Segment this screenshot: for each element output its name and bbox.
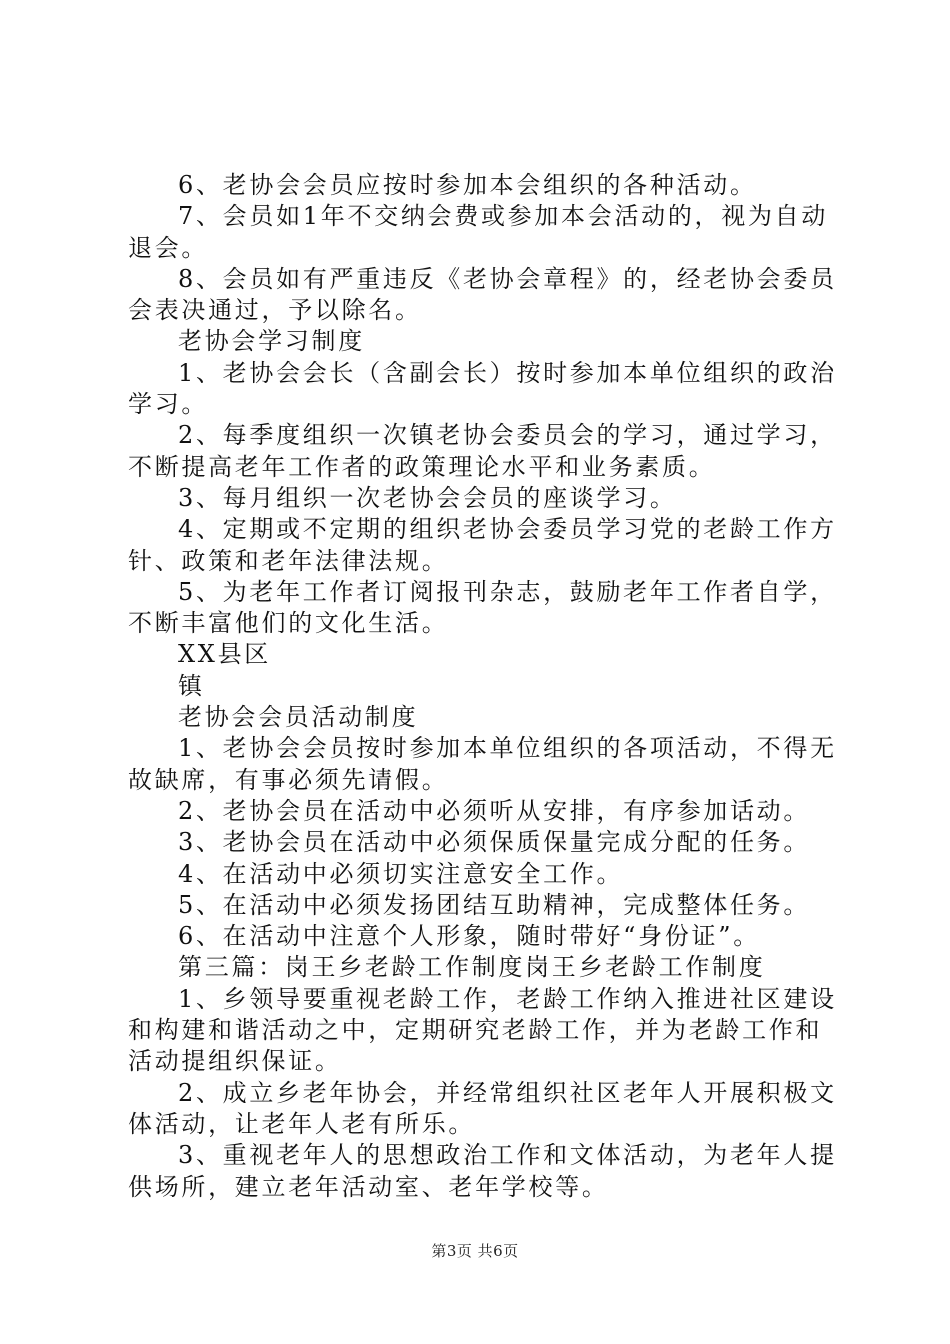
location-line: 镇	[178, 671, 205, 700]
paragraph: 3、每月组织一次老协会会员的座谈学习。	[178, 483, 677, 512]
document-body	[128, 170, 838, 1203]
paragraph: 2、每季度组织一次镇老协会委员会的学习，通过学习，不断提高老年工作者的政策理论水平和业务素质。	[128, 421, 837, 481]
paragraph: 3、老协会员在活动中必须保质保量完成分配的任务。	[178, 828, 811, 857]
paragraph: 7、会员如1年不交纳会费或参加本会活动的，视为自动退会。	[128, 202, 829, 262]
section-heading: 老协会会员活动制度	[178, 703, 419, 732]
section-heading: 老协会学习制度	[178, 327, 365, 356]
paragraph: 1、老协会会长（含副会长）按时参加本单位组织的政治学习。	[128, 358, 837, 419]
page-footer: 第3页 共6页	[431, 1242, 519, 1260]
paragraph: 1、老协会会员按时参加本单位组织的各项活动，不得无故缺席，有事必须先请假。	[128, 734, 837, 794]
paragraph: 4、定期或不定期的组织老协会委员学习党的老龄工作方针、政策和老年法律法规。	[128, 515, 837, 575]
section-heading: 第三篇：岗王乡老龄工作制度岗王乡老龄工作制度	[178, 953, 766, 982]
paragraph: 2、老协会员在活动中必须听从安排，有序参加话动。	[178, 796, 811, 825]
paragraph: 3、重视老年人的思想政治工作和文体活动，为老年人提供场所，建立老年活动室、老年学校等。	[128, 1141, 837, 1201]
paragraph: 5、为老年工作者订阅报刊杂志，鼓励老年工作者自学，不断丰富他们的文化生活。	[128, 577, 837, 638]
paragraph: 5、在活动中必须发扬团结互助精神，完成整体任务。	[178, 890, 811, 919]
paragraph: 6、老协会会员应按时参加本会组织的各种活动。	[178, 171, 757, 199]
paragraph: 2、成立乡老年协会，并经常组织社区老年人开展积极文体活动，让老年人老有所乐。	[128, 1078, 837, 1138]
paragraph: 1、乡领导要重视老龄工作，老龄工作纳入推进社区建设和构建和谐活动之中，定期研究老龄工作，并为老龄工作和活动提组织保证。	[128, 984, 837, 1076]
location-line: XX县区	[178, 640, 271, 669]
paragraph: 8、会员如有严重违反《老协会章程》的，经老协会委员会表决通过，予以除名。	[128, 264, 837, 325]
paragraph: 4、在活动中必须切实注意安全工作。	[178, 859, 624, 888]
paragraph: 6、在活动中注意个人形象，随时带好“身份证”。	[178, 922, 760, 951]
